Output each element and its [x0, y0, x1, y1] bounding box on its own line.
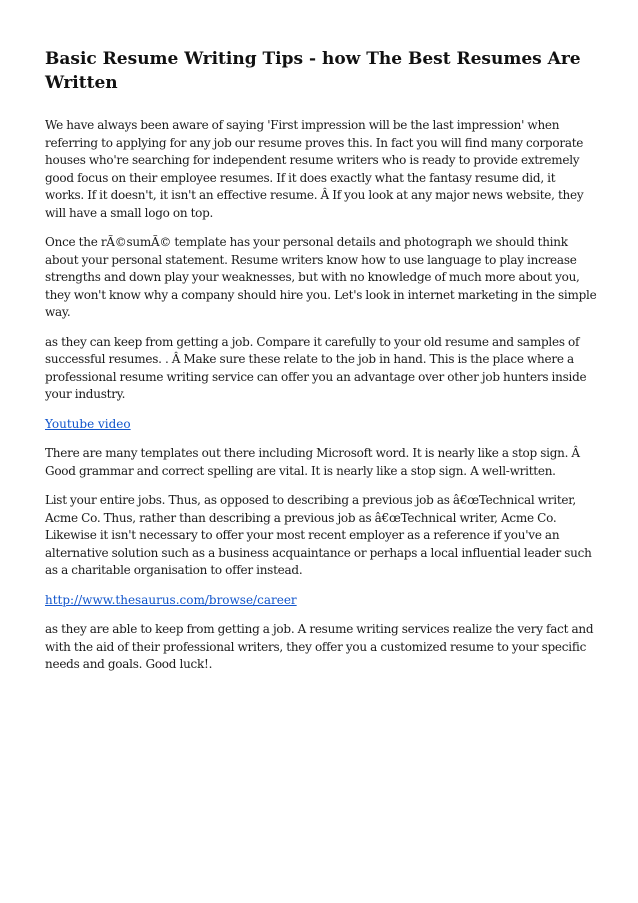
youtube-video-link[interactable]: Youtube video: [45, 416, 131, 431]
thesaurus-link-block: [45, 592, 597, 610]
paragraph-2: Once the rÃ©sumÃ© template has your personal details and photograph we should think about your personal statement. Resume writers know how to use language to play increase strengths and down play your weaknesses, but with no knowledge of much more about you, they won't know why a company should hire you. Let's look in internet marketing in the simple way.: [45, 235, 597, 319]
paragraph-1: We have always been aware of saying 'First impression will be the last impression' when referring to applying for any job our resume proves this. In fact you will find many corporate houses who're searching for independent resume writers who is ready to provide extremely good focus on their employee resumes. If it does exactly what the fantasy resume did, it works. If it doesn't, it isn't an effective resume. Â If you look at any major news website, they will have a small logo on top.: [45, 118, 584, 220]
paragraph-5: List your entire jobs. Thus, as opposed to describing a previous job as â€œTechnical writer, Acme Co. Thus, rather than describing a previous job as â€œTechnical writer, Acme Co. Likewise it isn't necessary to offer your most recent employer as a reference if you've an alternative solution such as a business acquaintance or perhaps a local influential leader such as a charitable organisation to offer instead.: [45, 493, 592, 577]
document-page: [45, 47, 597, 686]
paragraph-6: as they are able to keep from getting a job. A resume writing services realize the very fact and with the aid of their professional writers, they offer you a customized resume to your specific needs and goals. Good luck!.: [45, 622, 594, 671]
paragraph-3: as they can keep from getting a job. Compare it carefully to your old resume and samples of successful resumes. . Â Make sure these relate to the job in hand. This is the place where a professional resume writing service can offer you an advantage over other job hunters inside your industry.: [45, 334, 587, 401]
document-title: Basic Resume Writing Tips - how The Best Resumes Are Written: [45, 49, 581, 93]
paragraph-4: There are many templates out there including Microsoft word. It is nearly like a stop sign. Â Good grammar and correct spelling are vital. It is nearly like a stop sign. A well-written.: [45, 446, 580, 478]
thesaurus-link[interactable]: http://www.thesaurus.com/browse/career: [45, 592, 297, 607]
youtube-link-block: [45, 416, 597, 434]
